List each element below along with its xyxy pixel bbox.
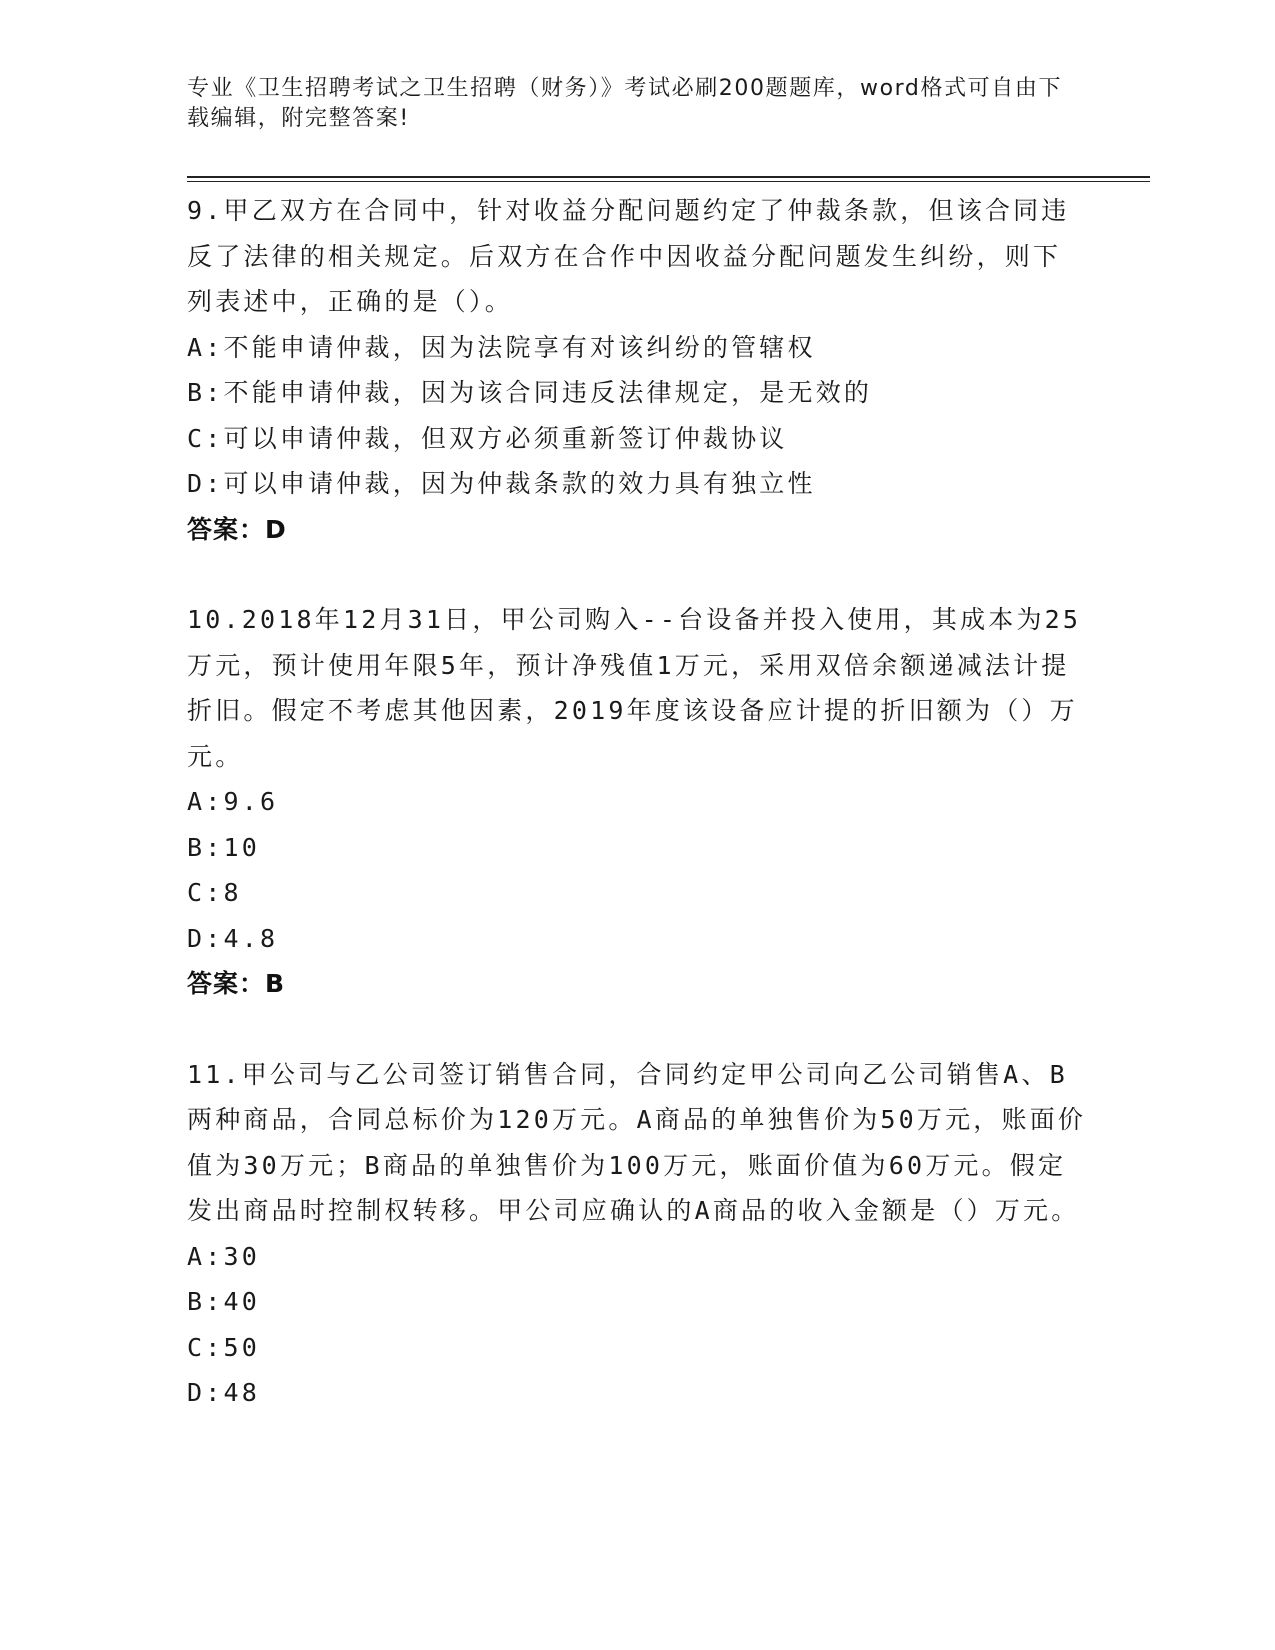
answer-label: 答案：B xyxy=(187,969,286,998)
option-a: A:30 xyxy=(187,1241,261,1271)
question-11 xyxy=(187,1052,1087,1416)
question-9 xyxy=(187,188,1087,552)
option-a: A:不能申请仲裁，因为法院享有对该纠纷的管辖权 xyxy=(187,332,816,362)
header-divider-thin xyxy=(187,181,1150,182)
option-b: B:不能申请仲裁，因为该合同违反法律规定，是无效的 xyxy=(187,378,873,407)
option-d: D:4.8 xyxy=(187,923,279,953)
option-d: D:可以申请仲裁，因为仲裁条款的效力具有独立性 xyxy=(187,469,816,498)
option-c: C:50 xyxy=(187,1332,261,1362)
question-spacer xyxy=(187,552,1087,597)
question-stem: 10.2018年12月31日，甲公司购入--台设备并投入使用，其成本为25万元，预计使用年限5年，预计净残值1万元，采用双倍余额递减法计提折旧。假定不考虑其他因素，2019年度该设备应计提的折旧额为（）万元。 xyxy=(187,605,1082,771)
question-10 xyxy=(187,597,1087,1007)
document-header: 专业《卫生招聘考试之卫生招聘（财务）》考试必刷200题题库，word格式可自由下载编辑，附完整答案! xyxy=(187,76,1063,131)
question-stem: 11.甲公司与乙公司签订销售合同，合同约定甲公司向乙公司销售A、B两种商品，合同总标价为120万元。A商品的单独售价为50万元，账面价值为30万元；B商品的单独售价为100万元，账面价值为60万元。假定发出商品时控制权转移。甲公司应确认的A商品的收入金额是（）万元。 xyxy=(187,1059,1087,1225)
answer-label: 答案：D xyxy=(187,514,287,544)
option-c: C:可以申请仲裁，但双方必须重新签订仲裁协议 xyxy=(187,423,788,453)
header-divider-thick xyxy=(187,176,1150,178)
question-list xyxy=(187,188,1087,1416)
question-stem: 9.甲乙双方在合同中，针对收益分配问题约定了仲裁条款，但该合同违反了法律的相关规定。后双方在合作中因收益分配问题发生纠纷，则下列表述中，正确的是（）。 xyxy=(187,196,1070,316)
option-b: B:40 xyxy=(187,1287,261,1316)
option-b: B:10 xyxy=(187,832,261,862)
option-c: C:8 xyxy=(187,878,242,907)
option-a: A:9.6 xyxy=(187,787,279,816)
question-spacer xyxy=(187,1007,1087,1052)
option-d: D:48 xyxy=(187,1378,261,1407)
